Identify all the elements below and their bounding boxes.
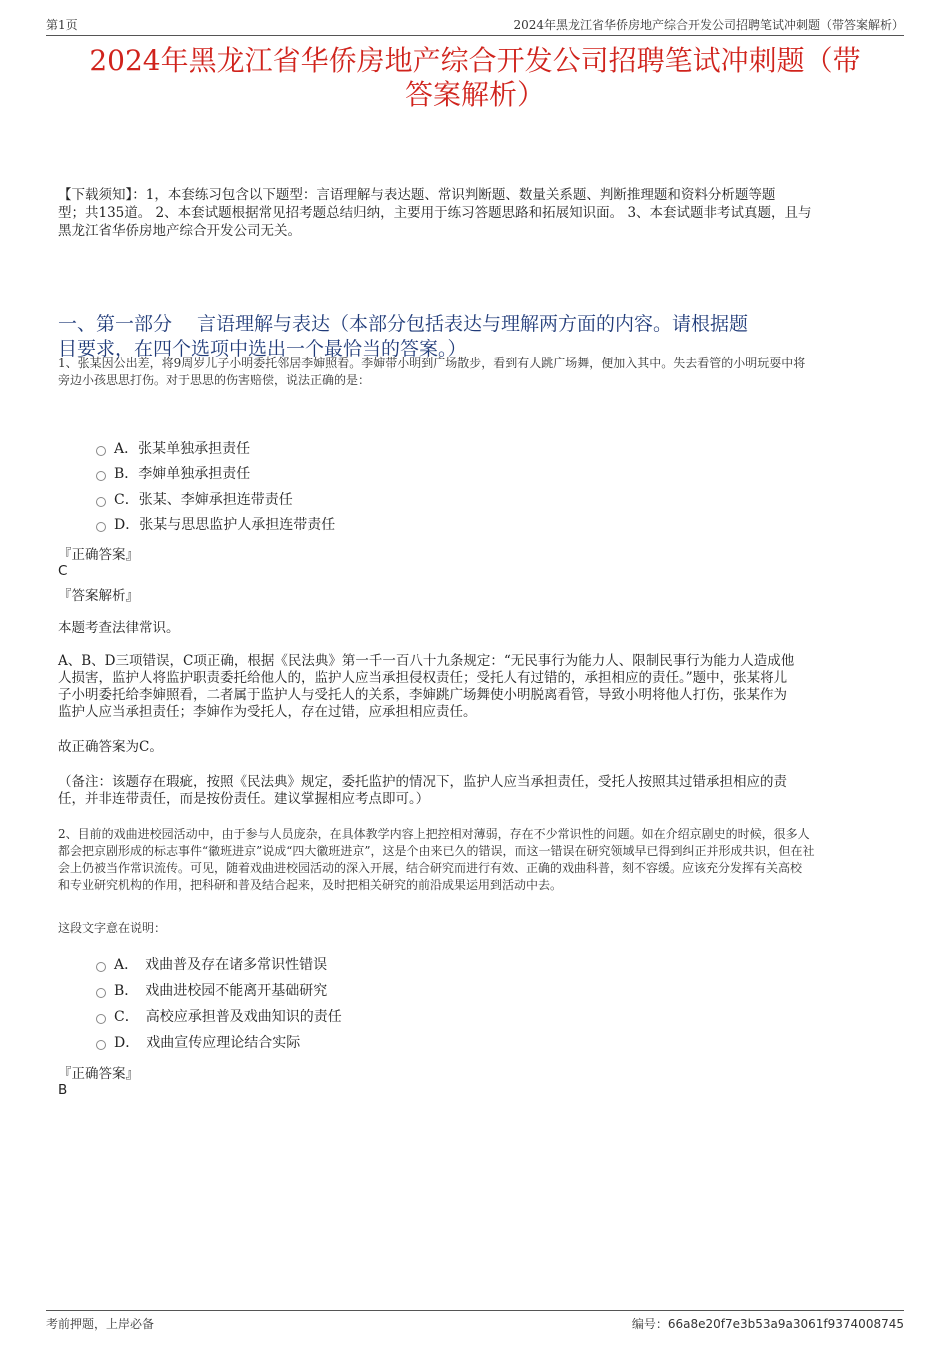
option-label: A． 戏曲普及存在诸多常识性错误: [114, 957, 328, 973]
analysis-note: [58, 774, 908, 808]
question-line: 和专业研究机构的作用，把科研和普及结合起来，及时把相关研究的前沿成果运用到活动中去。: [58, 878, 563, 892]
q1-option-b[interactable]: [0, 465, 950, 483]
option-label: C． 高校应承担普及戏曲知识的责任: [114, 1009, 342, 1025]
question-line: 都会把京剧形成的标志事件“徽班进京”说成“四大徽班进京”，这是个由来已久的错误，而这一错误在研究领域早已得到纠正并形成共识，但在社: [58, 844, 815, 858]
analysis-label: 『答案解析』: [58, 588, 139, 604]
radio-button-icon[interactable]: [96, 962, 106, 972]
q2-option-a[interactable]: [0, 956, 950, 974]
q2-option-d[interactable]: [0, 1034, 950, 1052]
q1-option-a[interactable]: [0, 440, 950, 458]
question-2-text: [58, 826, 908, 894]
q2-option-c[interactable]: [0, 1008, 950, 1026]
option-label: A．张某单独承担责任: [114, 441, 251, 457]
footer-code-label: 编号：: [631, 1317, 668, 1331]
radio-button-icon[interactable]: [96, 471, 106, 481]
footer-code-value: 66a8e20f7e3b53a9a3061f9374008745: [667, 1317, 904, 1331]
option-label: B．李婶单独承担责任: [114, 466, 251, 482]
footer-divider: [46, 1310, 904, 1311]
question-1-text: [58, 355, 908, 389]
question-line: 2、目前的戏曲进校园活动中，由于参与人员庞杂，在具体教学内容上把控相对薄弱，存在不少常识性的问题。如在介绍京剧史的时候，很多人: [58, 827, 810, 841]
page-title: [46, 44, 904, 112]
section-heading-line: 一、第一部分 言语理解与表达（本部分包括表达与理解两方面的内容。请根据题: [58, 313, 749, 335]
note-line: （备注：该题存在瑕疵，按照《民法典》规定，委托监护的情况下，监护人应当承担责任，受托人按照其过错承担相应的责: [58, 774, 787, 790]
q1-option-c[interactable]: [0, 491, 950, 509]
option-label: D．张某与思思监护人承担连带责任: [114, 517, 336, 533]
question-line: 1、张某因公出差，将9周岁儿子小明委托邻居李婶照看。李婶带小明到广场散步，看到有人跳广场舞，便加入其中。失去看管的小明玩耍中将: [58, 356, 806, 370]
q2-option-b[interactable]: [0, 982, 950, 1000]
radio-button-icon[interactable]: [96, 497, 106, 507]
correct-answer-label: 『正确答案』: [58, 547, 139, 563]
correct-answer-value: C: [58, 563, 68, 579]
option-label: D． 戏曲宣传应理论结合实际: [114, 1035, 301, 1051]
question-2-prompt: 这段文字意在说明：: [58, 921, 167, 935]
notice-line: 黑龙江省华侨房地产综合开发公司无关。: [58, 223, 301, 239]
option-label: B． 戏曲进校园不能离开基础研究: [114, 983, 328, 999]
notice-line: 【下载须知】：1，本套练习包含以下题型：言语理解与表达题、常识判断题、数量关系题、判断推理题和资料分析题等题: [58, 187, 776, 203]
analysis-intro: 本题考查法律常识。: [58, 620, 180, 636]
note-line: 任，并非连带责任，而是按份责任。建议掌握相应考点即可。）: [58, 791, 430, 807]
analysis-body: [58, 653, 908, 721]
footer-slogan: 考前押题，上岸必备: [46, 1317, 155, 1331]
footer-code: [632, 1315, 904, 1332]
section-heading-line: 目要求，在四个选项中选出一个最恰当的答案。）: [58, 338, 467, 360]
question-line: 会上仍被当作常识流传。可见，随着戏曲进校园活动的深入开展，结合研究而进行有效、正确的戏曲科普，刻不容缓。应该充分发挥有关高校: [58, 861, 803, 875]
analysis-line: 子小明委托给李婶照看，二者属于监护人与受托人的关系，李婶跳广场舞使小明脱离看管，导致小明将他人打伤，张某作为: [58, 687, 787, 703]
radio-button-icon[interactable]: [96, 1014, 106, 1024]
correct-answer-value: B: [58, 1082, 68, 1098]
notice-line: 型；共135道。 2、本套试题根据常见招考题总结归纳，主要用于练习答题思路和拓展知识面。 3、本套试题非考试真题，且与: [58, 205, 812, 221]
title-line-2: 答案解析）: [404, 78, 545, 111]
option-label: C．张某、李婶承担连带责任: [114, 492, 293, 508]
radio-button-icon[interactable]: [96, 988, 106, 998]
header-divider: [46, 35, 904, 36]
analysis-line: 人损害，监护人将监护职责委托给他人的，监护人应当承担侵权责任；受托人有过错的，承担相应的责任。”题中，张某将儿: [58, 670, 788, 686]
radio-button-icon[interactable]: [96, 446, 106, 456]
radio-button-icon[interactable]: [96, 522, 106, 532]
q1-option-d[interactable]: [0, 516, 950, 534]
page-number: 第1页: [46, 18, 78, 32]
analysis-conclusion: 故正确答案为C。: [58, 739, 163, 755]
question-line: 旁边小孩思思打伤。对于思思的伤害赔偿，说法正确的是：: [58, 373, 371, 387]
title-line-1: 2024年黑龙江省华侨房地产综合开发公司招聘笔试冲刺题（带: [89, 44, 861, 77]
radio-button-icon[interactable]: [96, 1040, 106, 1050]
download-notice: [58, 186, 898, 240]
correct-answer-label: 『正确答案』: [58, 1066, 139, 1082]
analysis-line: A、B、D三项错误，C项正确，根据《民法典》第一千一百八十九条规定：“无民事行为能力人、限制民事行为能力人造成他: [58, 653, 795, 669]
header-doc-title: 2024年黑龙江省华侨房地产综合开发公司招聘笔试冲刺题（带答案解析）: [513, 18, 904, 32]
analysis-line: 监护人应当承担责任；李婶作为受托人，存在过错，应承担相应责任。: [58, 704, 477, 720]
